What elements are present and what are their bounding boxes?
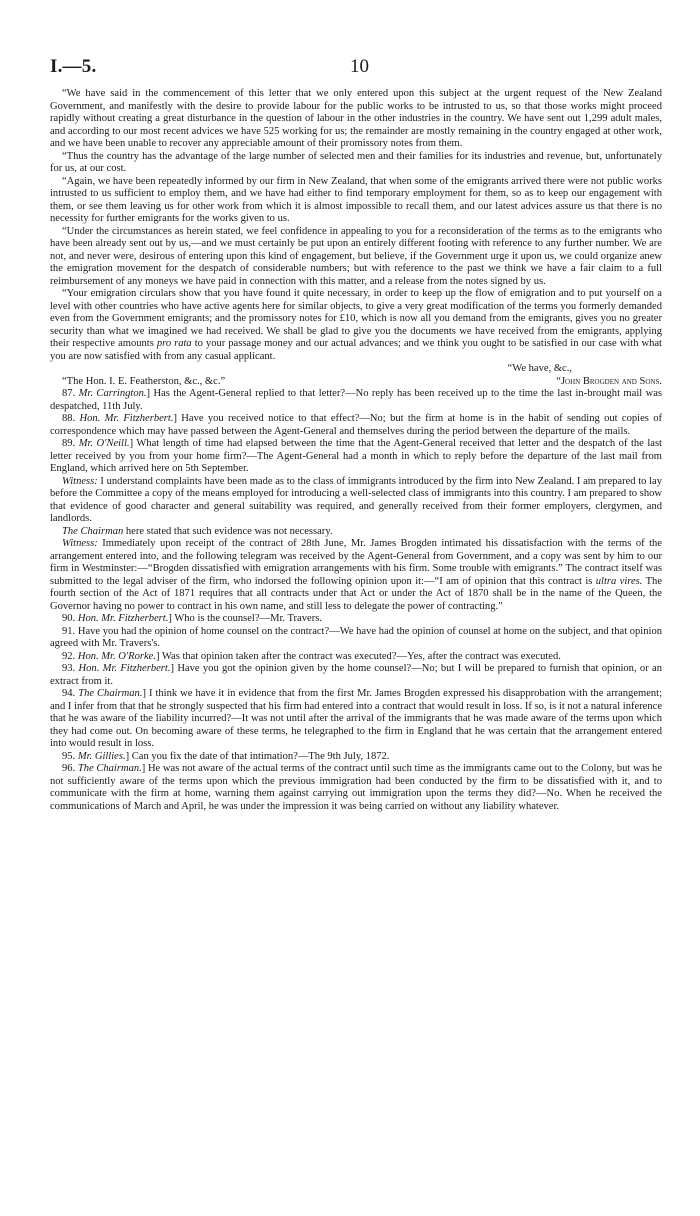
question-91: 91. Have you had the opinion of home counsel on the contract?—We have had the opinion of counsel at home on the subject, and that opinion agreed with Mr. Travers's. xyxy=(50,625,662,649)
letter-signatory: “John Brogden and Sons. xyxy=(556,375,662,387)
letter-paragraph: “Your emigration circulars show that you have found it quite necessary, in order to keep up the flow of emigration and to put yourself on a level with other countries who have active agents here for similar objects, to give a very great modification of the terms you formerly demanded even from the Government emigrants; and the promissory notes for £10, which is now all you demand from the emigrants, gives you no greater security than what we imagined we had received. We shall be glad to give you the documents we have received from the emigrants, applying their respective amounts pro rata to your passage money and our actual advances; and we think you ought to be satisfied in our case with what you are now satisfied with from any casual applicant. xyxy=(50,288,662,362)
speaker-name: Hon. Mr. Fitzherbert. xyxy=(77,613,169,624)
question-95: 95. Mr. Gillies.] Can you fix the date of that intimation?—The 9th July, 1872. xyxy=(62,750,390,762)
speaker-name: Hon. Mr. Fitzherbert. xyxy=(79,413,174,424)
speaker-name: Hon. Mr. O'Rorke. xyxy=(77,650,156,662)
speaker-name: Hon. Mr. Fitzherbert. xyxy=(78,663,171,674)
question-94: 94. The Chairman.] I think we have it in evidence that from the first Mr. James Brogden expressed his disapprobation with the arrangement; and I infer from that that he strongly suspected that his firm had entered into a contract that would result in loss. If so, is it not a natural inference that he was aware of the liability incurred?—It was not until after the arrival of the immigrants that he was made aware of the terms upon which they had come out. On becoming aware of these terms, he telegraphed to the firm in England that he was certain that the arrangement entered into would result in loss. xyxy=(50,688,663,749)
question-89: 89. Mr. O'Neill.] What length of time had elapsed between the time that the Agent-General received that letter and the despatch of the last letter received by you from your home firm?—The Agent-General had a month in which to reply before the departure of the last mail from England, which arrived here on 5th September. xyxy=(50,438,662,474)
question-90: 90. Hon. Mr. Fitzherbert.] Who is the counsel?—Mr. Travers. xyxy=(62,613,322,624)
speaker-name: Mr. Gillies. xyxy=(77,750,126,762)
letter-closing: “We have, &c., xyxy=(507,363,572,374)
letter-addressee: “The Hon. I. E. Featherston, &c., &c.” xyxy=(62,375,226,387)
witness-statement: Witness: Immediately upon receipt of the contract of 28th June, Mr. James Brogden intimated his dissatisfaction with the terms of the arrangement entered into, and the following telegram was received by the Agent-General from Government, and a copy was sent by him to our firm in Westminster:—“Brogden dissatisfied with emigration arrangements with his firm. Some trouble with emigrants.” The contract itself was submitted to the legal adviser of the firm, who indorsed the following opinion upon it:—“I am of opinion that this contract is ultra vires. The fourth section of the Act of 1871 requires that all contracts under that Act or under the Act of 1870 shall be in the name of the Queen, the Governor having no power to contract in his own name, and still less to delegate the power of contracting.” xyxy=(50,538,662,612)
document-body xyxy=(50,88,662,813)
speaker-name: Mr. O'Neill. xyxy=(78,438,130,449)
page-header xyxy=(50,56,662,78)
letter-paragraph: “Again, we have been repeatedly informed by our firm in New Zealand, that when some of the emigrants arrived there were not public works intrusted to us sufficient to employ them, and we have had either to find temporary employment for them, so as to keep our engagement with them, or see them leaving us for other work from which it is almost impossible to recall them, and our latest advices assure us that there is no necessity for further emigrants for the works given to us. xyxy=(50,175,662,224)
page-number: 10 xyxy=(350,56,369,77)
letter-paragraph: “Thus the country has the advantage of the large number of selected men and their families for its industries and revenue, but, unfortunately for us, at our cost. xyxy=(50,150,662,174)
question-93: 93. Hon. Mr. Fitzherbert.] Have you got the opinion given by the home counsel?—No; but I will be prepared to furnish that opinion, or an extract from it. xyxy=(50,663,663,687)
chairman-note: The Chairman here stated that such evidence was not necessary. xyxy=(62,525,333,537)
document-reference: I.—5. xyxy=(50,56,97,77)
speaker-name: Mr. Carrington. xyxy=(78,388,147,399)
speaker-name: The Chairman. xyxy=(77,763,142,774)
speaker-name: The Chairman. xyxy=(78,688,143,699)
question-88: 88. Hon. Mr. Fitzherbert.] Have you received notice to that effect?—No; but the firm at home is in the habit of sending out copies of correspondence which may have passed between the Agent-General and themselves during the period between the departure of the mails. xyxy=(50,413,662,437)
witness-statement: Witness: I understand complaints have been made as to the class of immigrants introduced by the firm into New Zealand. I am prepared to lay before the Committee a copy of the means employed for introducing a well-selected class of immigrants into this country. I am prepared to show that evidence of good character and general suitability was required, and generally received from their former employers, clergymen, and landlords. xyxy=(50,475,662,524)
letter-paragraph: “We have said in the commencement of this letter that we only entered upon this subject at the urgent request of the New Zealand Government, and manifestly with the desire to provide labour for the public works to be intrusted to us, so that those works might proceed rapidly without creating a great disturbance in the question of labour in the other industries in the country. We have sent out 1,299 adult males, and according to our most recent advices we have 525 working for us; the remainder are mostly remaining in the country engaged at other work, and we have been unable to recover any appreciable amount of their promissory notes from them. xyxy=(50,88,662,149)
letter-signature-row xyxy=(50,376,662,389)
letter-paragraph: “Under the circumstances as herein stated, we feel confidence in appealing to you for a reconsideration of the terms as to the emigrants who have been already sent out by us,—and we must certainly be put upon an entirely different footing with reference to any further number. We are not, and never were, desirous of entering upon this kind of engagement, but believe, if the Government urge it upon us, we could organize anew the emigration movement for the despatch of considerable numbers; but with reference to the past we think we have a fair claim to a full reimbursement of any moneys we have paid in connection with this matter, and a release from the notes signed by us. xyxy=(50,225,662,287)
question-87: 87. Mr. Carrington.] Has the Agent-General replied to that letter?—No reply has been received up to the time the last in-brought mail was despatched, 11th July. xyxy=(50,388,663,412)
question-96: 96. The Chairman.] He was not aware of the actual terms of the contract until such time as the immigrants came out to the Colony, but was he not sufficiently aware of the terms upon which the previous immigration had been conducted by the firm to be dissatisfied with it, and to communicate with the firm at home, warning them against carrying out immigration upon the terms they did?—No. When he received the communications of March and April, he was under the impression it was being carried on without any liability whatever. xyxy=(50,763,662,812)
question-92: 92. Hon. Mr. O'Rorke.] Was that opinion taken after the contract was executed?—Yes, after the contract was executed. xyxy=(62,650,561,662)
